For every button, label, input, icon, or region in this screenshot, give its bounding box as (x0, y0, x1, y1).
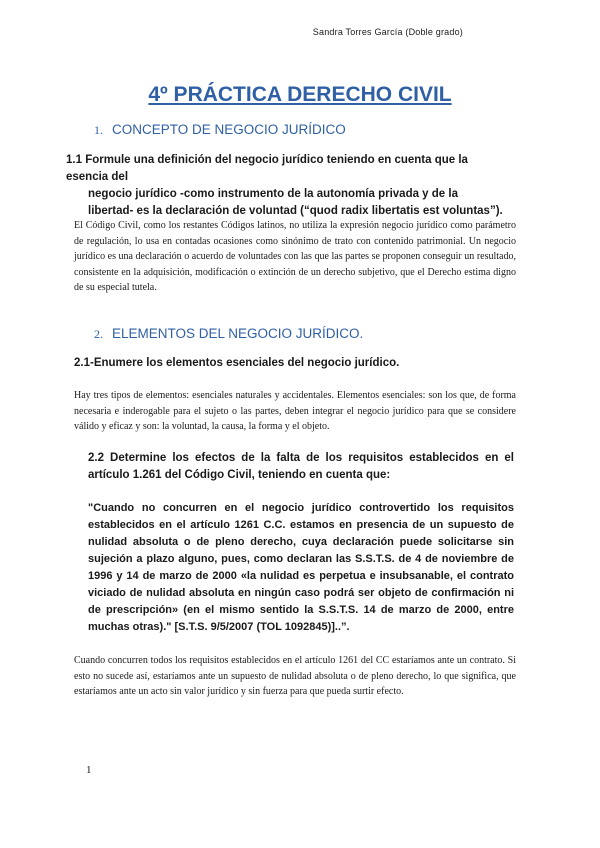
document-title: 4º PRÁCTICA DERECHO CIVIL (148, 83, 452, 106)
section-heading-2 (94, 326, 363, 342)
header-author: Sandra Torres García (Doble grado) (312, 27, 463, 37)
page-number: 1 (86, 764, 92, 776)
section-number: 2. (94, 327, 103, 341)
answer-2-2: Cuando concurren todos los requisitos establecidos en el artículo 1261 del CC estaríamos ante un contrato. Si esto no sucede así, estaríamos ante un supuesto de nulidad absoluta o de pleno derecho, lo que significa, que estaríamos ante un acto sin valor jurídico y sin fuerza para que pueda surtir efecto. (74, 655, 516, 697)
question-line-rest: negocio jurídico -como instrumento de la autonomía privada y de la libertad- es la declaración de voluntad (“quod radix libertatis est voluntas”). (88, 188, 503, 217)
legal-quote: "Cuando no concurren en el negocio jurídico controvertido los requisitos establecidos en el artículo 1261 C.C. estamos en presencia de un supuesto de nulidad absoluta o de pleno derecho, cuya declaración puede solicitarse sin sujeción a plazo alguno, pues, como declaran las S.S.T.S. de 4 de noviembre de 1996 y 14 de marzo de 2000 «la nulidad es perpetua e insubsanable, el contrato viciado de nulidad absoluta en ningún caso podrá ser objeto de confirmación ni de prescripción» (en el mismo sentido la S.S.T.S. 14 de marzo de 2000, entre muchas otras)." [S.T.S. 9/5/2007 (TOL 1092845)]..”. (88, 502, 514, 633)
answer-1-1: El Código Civil, como los restantes Códigos latinos, no utiliza la expresión negocio jurídico como parámetro de regulación, lo usa en contadas ocasiones como sinónimo de trato con contenido patrimonial. Un negocio jurídico es una declaración o acuerdo de voluntades con las que las partes se proponen conseguir un resultado, consistente en la adquisición, modificación o extinción de un derecho subjetivo, que el Derecho estima digno de su especial tutela. (74, 220, 516, 293)
question-1-1 (66, 152, 506, 220)
question-2-2: 2.2 Determine los efectos de la falta de los requisitos establecidos en el artículo 1.261 del Código Civil, teniendo en cuenta que: (88, 452, 514, 481)
question-line-1: Formule una definición del negocio jurídico teniendo en cuenta que la esencia del (66, 154, 468, 183)
question-2-1: 2.1-Enumere los elementos esenciales del negocio jurídico. (74, 357, 400, 369)
section-title: ELEMENTOS DEL NEGOCIO JURÍDICO. (112, 326, 364, 341)
question-number: 1.1 (66, 154, 82, 166)
section-heading-1 (94, 122, 346, 138)
section-number: 1. (94, 123, 103, 137)
section-title: CONCEPTO DE NEGOCIO JURÍDICO (112, 122, 346, 137)
answer-2-1: Hay tres tipos de elementos: esenciales naturales y accidentales. Elementos esenciales: son los que, de forma necesaria e inderogable para el sujeto o las partes, deben integrar el negocio jurídico para que se considere válido y eficaz y son: la voluntad, la causa, la forma y el objeto. (74, 390, 516, 432)
